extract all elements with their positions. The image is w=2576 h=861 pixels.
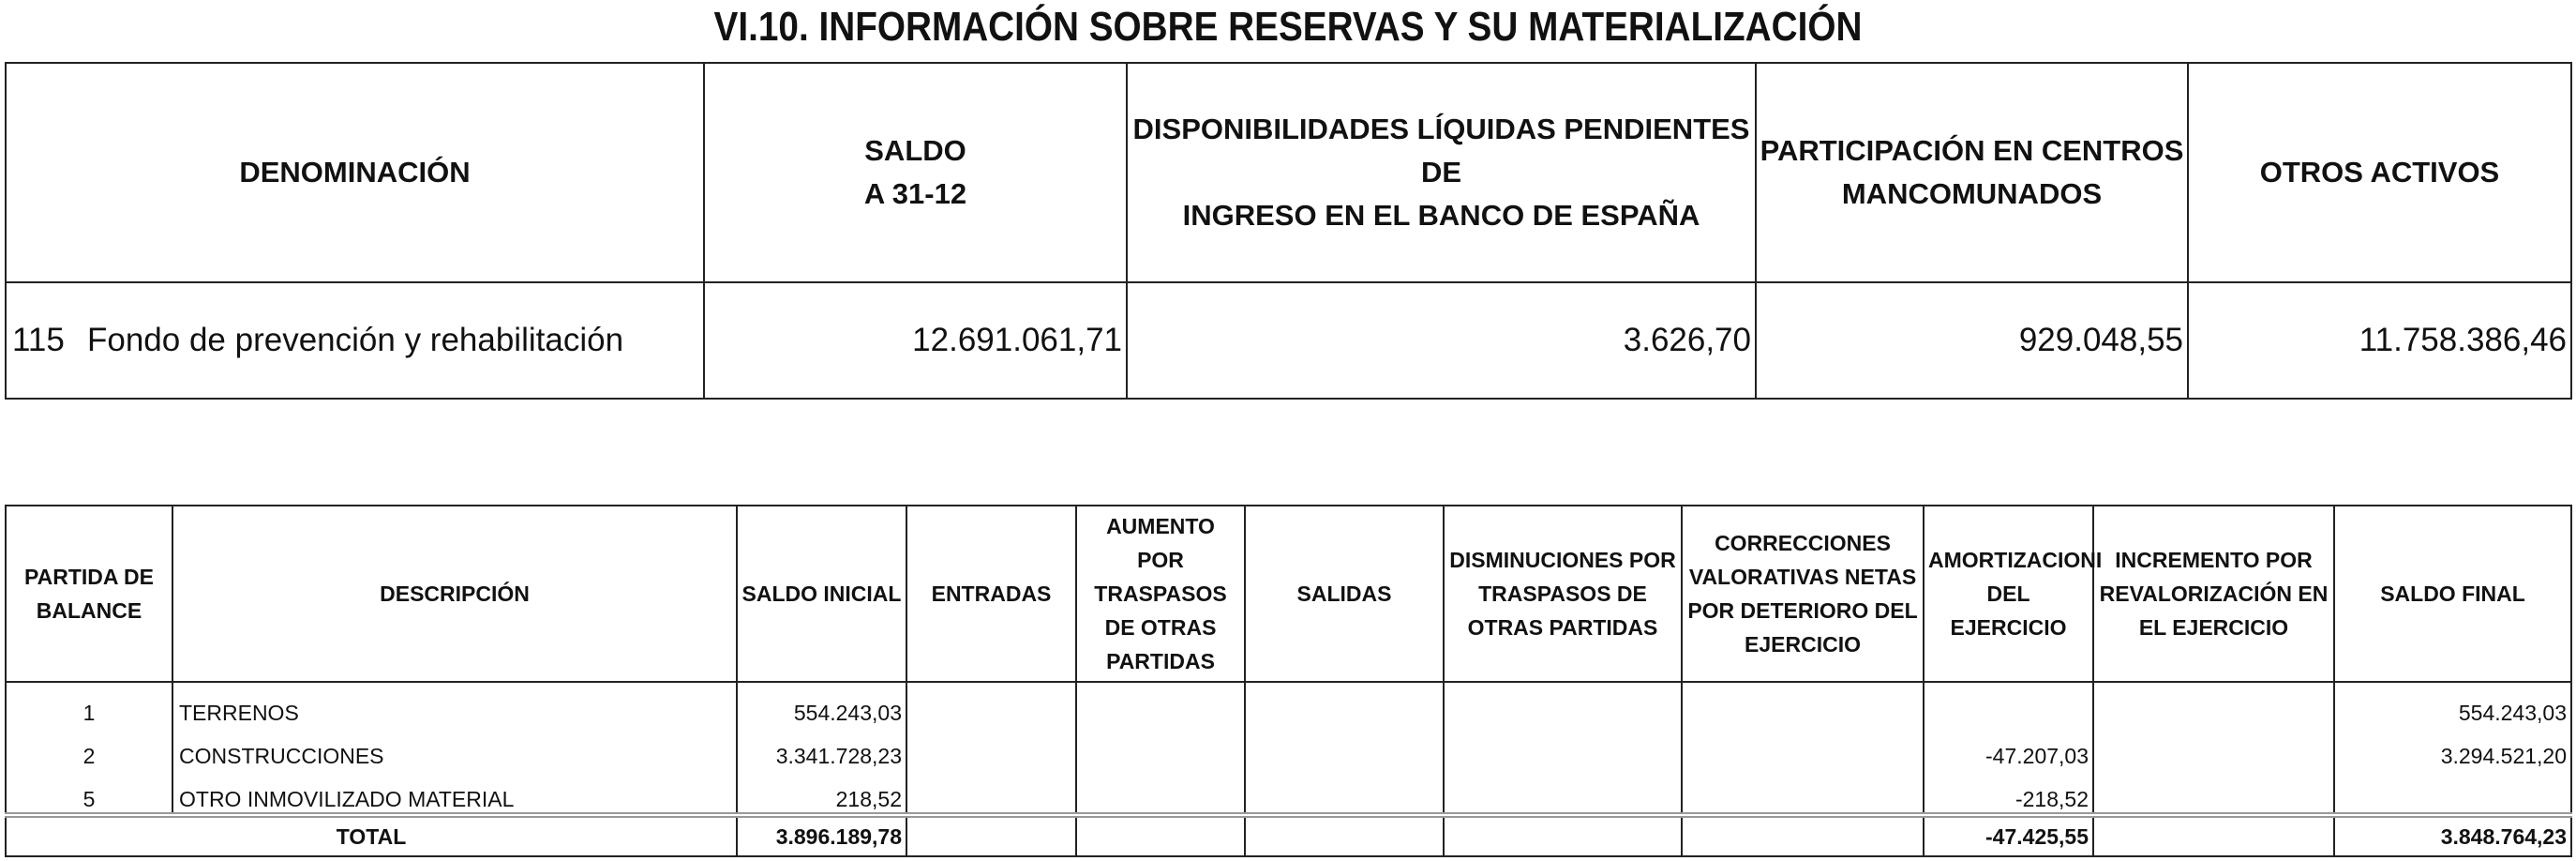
reserve-disponibilidades: 3.626,70	[1127, 282, 1756, 399]
total-saldo-final: 3.848.764,23	[2334, 815, 2571, 856]
row-partida: 5	[6, 769, 172, 815]
header-disminuciones: DISMINUCIONES POR TRASPASOS DE OTRAS PARTIDAS	[1444, 506, 1682, 682]
page-title: VI.10. INFORMACIÓN SOBRE RESERVAS Y SU MATERIALIZACIÓN	[713, 4, 1863, 50]
row-salidas	[1245, 682, 1444, 726]
row-salidas	[1245, 726, 1444, 769]
total-label: TOTAL	[6, 815, 737, 856]
row-incremento	[2093, 726, 2334, 769]
row-aumento	[1076, 682, 1245, 726]
movements-header-row	[6, 506, 2571, 682]
header-aumento: AUMENTO POR TRASPASOS DE OTRAS PARTIDAS	[1076, 506, 1245, 682]
row-aumento	[1076, 769, 1245, 815]
row-saldo-final	[2334, 769, 2571, 815]
reserves-table	[5, 62, 2572, 400]
row-entradas	[906, 726, 1076, 769]
total-salidas	[1245, 815, 1444, 856]
header-salidas: SALIDAS	[1245, 506, 1444, 682]
table-row	[6, 726, 2571, 769]
movements-table	[5, 505, 2572, 857]
total-amortizacion: -47.425,55	[1924, 815, 2093, 856]
header-correcciones: CORRECCIONES VALORATIVAS NETAS POR DETERIORO DEL EJERCICIO	[1682, 506, 1924, 682]
reserve-participacion: 929.048,55	[1756, 282, 2188, 399]
header-saldo-final: SALDO FINAL	[2334, 506, 2571, 682]
row-partida: 2	[6, 726, 172, 769]
row-saldo-inicial: 218,52	[737, 769, 906, 815]
row-disminuciones	[1444, 682, 1682, 726]
row-saldo-inicial: 3.341.728,23	[737, 726, 906, 769]
header-descripcion: DESCRIPCIÓN	[172, 506, 737, 682]
row-saldo-inicial: 554.243,03	[737, 682, 906, 726]
total-saldo-inicial: 3.896.189,78	[737, 815, 906, 856]
row-amortizacion: -47.207,03	[1924, 726, 2093, 769]
row-incremento	[2093, 769, 2334, 815]
row-descripcion: TERRENOS	[172, 682, 737, 726]
row-correcciones	[1682, 726, 1924, 769]
row-amortizacion: -218,52	[1924, 769, 2093, 815]
row-saldo-final: 554.243,03	[2334, 682, 2571, 726]
header-entradas: ENTRADAS	[906, 506, 1076, 682]
header-otros-activos: OTROS ACTIVOS	[2188, 63, 2571, 282]
total-disminuciones	[1444, 815, 1682, 856]
table-row	[6, 682, 2571, 726]
row-correcciones	[1682, 682, 1924, 726]
reserve-otros: 11.758.386,46	[2188, 282, 2571, 399]
row-disminuciones	[1444, 769, 1682, 815]
header-saldo-inicial: SALDO INICIAL	[737, 506, 906, 682]
total-row	[6, 815, 2571, 856]
reserve-code: 115	[12, 322, 65, 358]
row-saldo-final: 3.294.521,20	[2334, 726, 2571, 769]
row-entradas	[906, 682, 1076, 726]
row-salidas	[1245, 769, 1444, 815]
header-disponibilidades: DISPONIBILIDADES LÍQUIDAS PENDIENTES DE INGRESO EN EL BANCO DE ESPAÑA	[1127, 63, 1756, 282]
header-denominacion: DENOMINACIÓN	[6, 63, 704, 282]
total-incremento	[2093, 815, 2334, 856]
reserve-name: Fondo de prevención y rehabilitación	[87, 322, 624, 358]
row-disminuciones	[1444, 726, 1682, 769]
reserve-denominacion	[6, 282, 704, 399]
row-descripcion: CONSTRUCCIONES	[172, 726, 737, 769]
row-amortizacion	[1924, 682, 2093, 726]
reserves-row	[6, 282, 2571, 399]
total-aumento	[1076, 815, 1245, 856]
row-descripcion: OTRO INMOVILIZADO MATERIAL	[172, 769, 737, 815]
header-partida: PARTIDA DE BALANCE	[6, 506, 172, 682]
reserves-header-row	[6, 63, 2571, 282]
header-saldo: SALDO A 31-12	[704, 63, 1127, 282]
total-entradas	[906, 815, 1076, 856]
header-participacion: PARTICIPACIÓN EN CENTROS MANCOMUNADOS	[1756, 63, 2188, 282]
row-partida: 1	[6, 682, 172, 726]
header-incremento: INCREMENTO POR REVALORIZACIÓN EN EL EJERCICIO	[2093, 506, 2334, 682]
row-correcciones	[1682, 769, 1924, 815]
row-aumento	[1076, 726, 1245, 769]
total-correcciones	[1682, 815, 1924, 856]
row-incremento	[2093, 682, 2334, 726]
table-row	[6, 769, 2571, 815]
reserve-saldo: 12.691.061,71	[704, 282, 1127, 399]
row-entradas	[906, 769, 1076, 815]
header-amortizacion: AMORTIZACIONI DEL EJERCICIO	[1924, 506, 2093, 682]
